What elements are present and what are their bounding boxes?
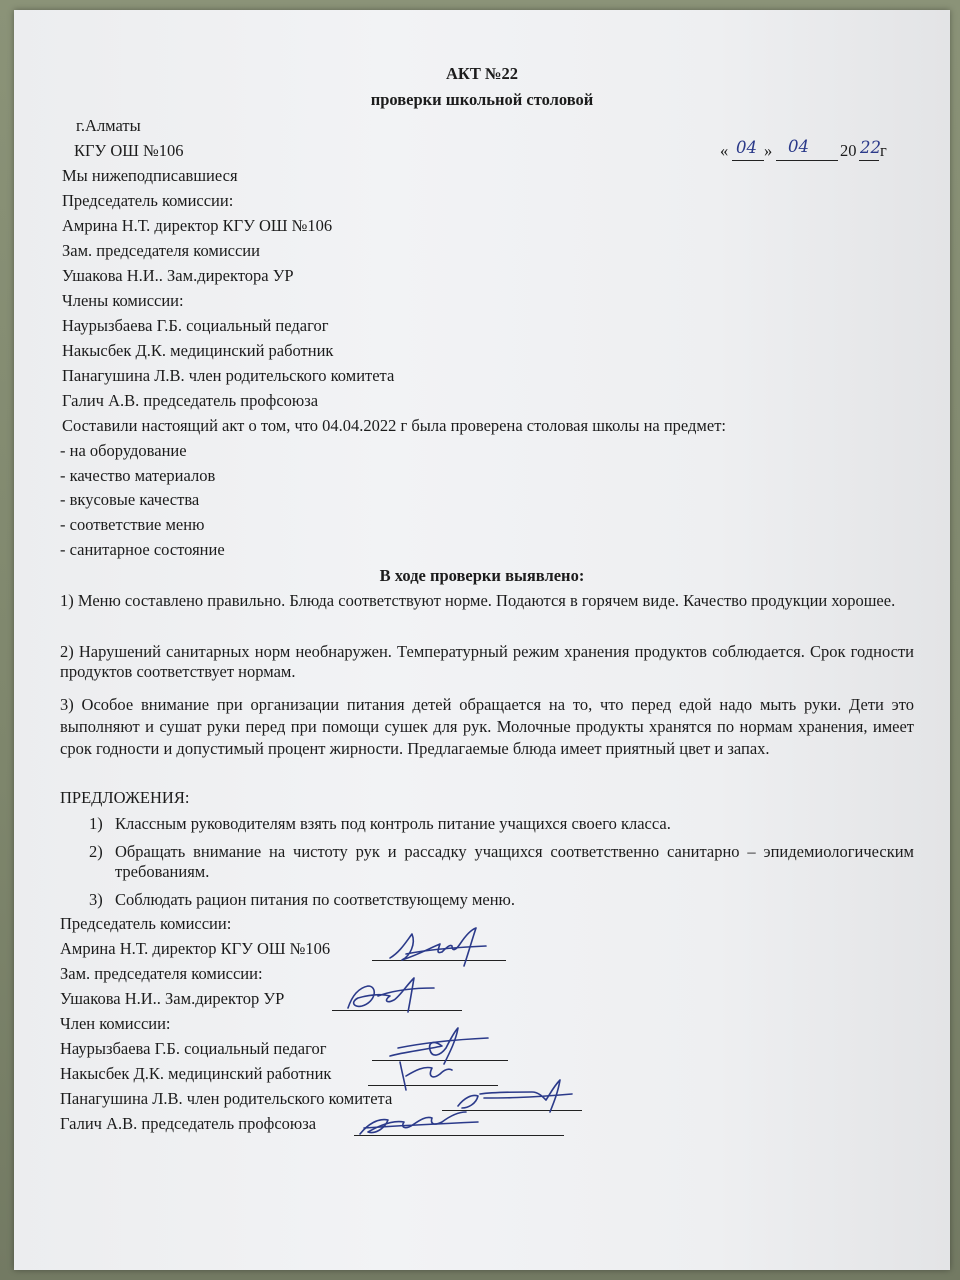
intro-line: Зам. председателя комиссии <box>62 241 260 260</box>
signature-deputy-label: Зам. председателя комиссии: <box>60 964 263 983</box>
proposal-number: 2) <box>89 842 103 861</box>
date-close-quote: » <box>764 141 773 160</box>
document-date <box>720 137 910 165</box>
intro-line: Накысбек Д.К. медицинский работник <box>62 341 334 360</box>
intro-line: Председатель комиссии: <box>62 191 234 210</box>
date-year-unit: г <box>880 141 887 160</box>
intro-line: Составили настоящий акт о том, что 04.04.2022 г была проверена столовая школы на предмет: <box>62 416 726 435</box>
finding-item: 3) Особое внимание при организации питания детей обращается на то, что перед едой надо мыть руки. Дети это выполняют и сушат руки перед при помощи сушек для рук. Молочные продукты хранятся по нормам хранения, имеет срок годности и допустимый процент жирности. Предлагаемые блюда имеет приятный цвет и запах. <box>60 695 914 758</box>
signature-member-name: Панагушина Л.В. член родительского комитета <box>60 1089 393 1108</box>
intro-line: Панагушина Л.В. член родительского комитета <box>62 366 395 385</box>
finding-item: 2) Нарушений санитарных норм необнаружен. Температурный режим хранения продуктов соблюдается. Срок годности продуктов соответствует нормам. <box>60 642 914 681</box>
proposal-text: Обращать внимание на чистоту рук и рассадку учащихся соответственно санитарно – эпидемиологическим требованиям. <box>115 842 914 881</box>
subject-item: - санитарное состояние <box>60 540 225 559</box>
proposal-text: Соблюдать рацион питания по соответствующему меню. <box>115 890 516 909</box>
signature-member4-handwritten <box>354 1098 484 1144</box>
finding-item: 1) Меню составлено правильно. Блюда соответствуют норме. Подаются в горячем виде. Качество продукции хорошее. <box>60 591 896 610</box>
proposal-text: Классным руководителям взять под контроль питание учащихся своего класса. <box>115 814 671 833</box>
date-day: 04 <box>736 138 757 157</box>
document-sheet <box>14 10 950 1270</box>
signature-chair-name: Амрина Н.Т. директор КГУ ОШ №106 <box>60 939 331 958</box>
signature-deputy-handwritten <box>338 972 438 1018</box>
subject-item: - вкусовые качества <box>60 490 200 509</box>
intro-line: Наурызбаева Г.Б. социальный педагог <box>62 316 329 335</box>
school-name: КГУ ОШ №106 <box>74 141 184 160</box>
signature-deputy-name: Ушакова Н.И.. Зам.директор УР <box>60 989 285 1008</box>
proposals-heading: ПРЕДЛОЖЕНИЯ: <box>60 788 190 807</box>
subject-item: - соответствие меню <box>60 515 205 534</box>
document-subtitle: проверки школьной столовой <box>370 90 594 109</box>
date-year-suffix: 22 <box>860 138 881 157</box>
intro-line: Ушакова Н.И.. Зам.директора УР <box>62 266 294 285</box>
intro-line: Галич А.В. председатель профсоюза <box>62 391 319 410</box>
document-title: АКТ №22 <box>445 64 519 83</box>
subject-item: - на оборудование <box>60 441 187 460</box>
intro-line: Мы нижеподписавшиеся <box>62 166 238 185</box>
subject-item: - качество материалов <box>60 466 216 485</box>
findings-heading: В ходе проверки выявлено: <box>379 566 585 585</box>
proposal-number: 3) <box>89 890 103 909</box>
signature-member-name: Наурызбаева Г.Б. социальный педагог <box>60 1039 327 1058</box>
signature-members-label: Член комиссии: <box>60 1014 171 1033</box>
signature-member-name: Галич А.В. председатель профсоюза <box>60 1114 317 1133</box>
date-year-prefix: 20 <box>840 141 857 160</box>
signature-chair-handwritten <box>386 924 496 970</box>
proposal-number: 1) <box>89 814 103 833</box>
date-month: 04 <box>788 137 809 156</box>
city: г.Алматы <box>76 116 141 135</box>
date-open-quote: « <box>720 141 729 160</box>
intro-line: Амрина Н.Т. директор КГУ ОШ №106 <box>62 216 333 235</box>
signature-member-name: Накысбек Д.К. медицинский работник <box>60 1064 332 1083</box>
intro-line: Члены комиссии: <box>62 291 184 310</box>
signature-chair-label: Председатель комиссии: <box>60 914 232 933</box>
